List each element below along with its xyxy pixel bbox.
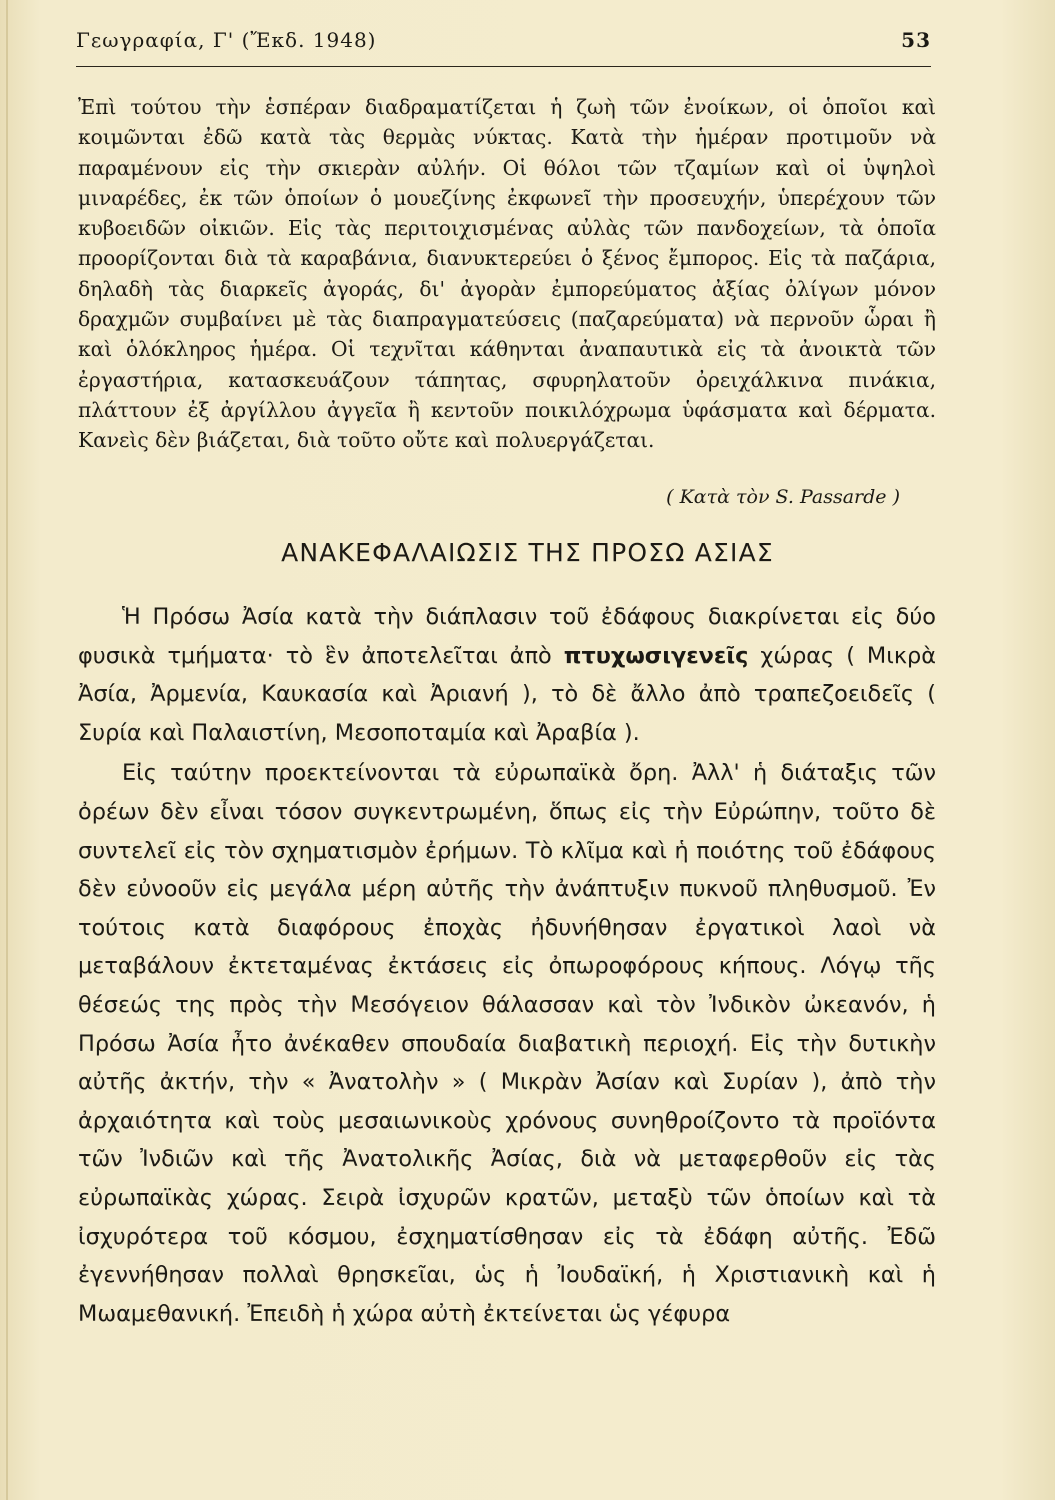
quoted-passage — [78, 92, 936, 456]
passage-paragraph: Ἐπὶ τούτου τὴν ἑσπέραν διαδραματίζεται ἡ ζωὴ τῶν ἐνοίκων, οἱ ὁποῖοι καὶ κοιμῶνται ἐδῶ κατὰ τὰς θερμὰς νύκτας. Κατὰ τὴν ἡμέραν προτιμοῦν νὰ παραμένουν εἰς τὴν σκιερὰν αὐλήν. Οἱ θόλοι τῶν τζαμίων καὶ οἱ ὑψηλοὶ μιναρέδες, ἐκ τῶν ὁποίων ὁ μουεζίνης ἐκφωνεῖ τὴν προσευχήν, ὑπερέχουν τῶν κυβοειδῶν οἰκιῶν. Εἰς τὰς περιτοιχισμένας αὐλὰς τῶν πανδοχείων, τὰ ὁποῖα προορίζονται διὰ τὰ καραβάνια, διανυκτερεύει ὁ ξένος ἔμπορος. Εἰς τὰ παζάρια, δηλαδὴ τὰς διαρκεῖς ἀγοράς, δι' ἀγορὰν ἐμπορεύματος ἀξίας ὀλίγων μόνον δραχμῶν συμβαίνει μὲ τὰς διαπραγματεύσεις (παζαρεύματα) νὰ περνοῦν ὧραι ἢ καὶ ὁλόκληρος ἡμέρα. Οἱ τεχνῖται κάθηνται ἀναπαυτικὰ εἰς τὰ ἀνοικτὰ τῶν ἐργαστήρια, κατασκευάζουν τάπητας, σφυρηλατοῦν ὀρειχάλκινα πινάκια, πλάττουν ἐξ ἀργίλλου ἀγγεῖα ἢ κεντοῦν ποικιλόχρωμα ὑφάσματα καὶ δέρματα. Κανεὶς δὲν βιάζεται, διὰ τοῦτο οὔτε καὶ πολυεργάζεται. — [78, 95, 936, 453]
section-heading: ΑΝΑΚΕΦΑΛΑΙΩΣΙΣ ΤΗΣ ΠΡΟΣΩ ΑΣΙΑΣ — [281, 538, 774, 567]
page-edge — [6, 0, 8, 1500]
summary-text — [78, 598, 936, 1333]
page-number: 53 — [901, 28, 931, 52]
p1-bold-term: πτυχωσιγενεῖς — [563, 642, 749, 669]
p1-text-start: Ἡ Πρόσω Ἀσία κατὰ τὴν διάπλασιν τοῦ ἐδάφους διακρίνεται εἰς δύο φυσικὰ τμήματα· τὸ ἓν ἀποτελεῖται ἀπὸ — [78, 604, 936, 669]
summary-paragraph-2: Εἰς ταύτην προεκτείνονται τὰ εὐρωπαϊκὰ ὄρη. Ἀλλ' ἡ διάταξις τῶν ὀρέων δὲν εἶναι τόσον συγκεντρωμένη, ὅπως εἰς τὴν Εὐρώπην, τοῦτο δὲ συντελεῖ εἰς τὸν σχηματισμὸν ἐρήμων. Τὸ κλῖμα καὶ ἡ ποιότης τοῦ ἐδάφους δὲν εὐνοοῦν εἰς μεγάλα μέρη αὐτῆς τὴν ἀνάπτυξιν πυκνοῦ πληθυσμοῦ. Ἐν τούτοις κατὰ διαφόρους ἐποχὰς ἠδυνήθησαν ἐργατικοὶ λαοὶ νὰ μεταβάλουν ἐκτεταμένας ἐκτάσεις εἰς ὀπωροφόρους κήπους. Λόγῳ τῆς θέσεώς της πρὸς τὴν Μεσόγειον θάλασσαν καὶ τὸν Ἰνδικὸν ὠκεανόν, ἡ Πρόσω Ἀσία ἦτο ἀνέκαθεν σπουδαία διαβατικὴ περιοχή. Εἰς τὴν δυτικὴν αὐτῆς ἀκτήν, τὴν « Ἀνατολὴν » ( Μικρὰν Ἀσίαν καὶ Συρίαν ), ἀπὸ τὴν ἀρχαιότητα καὶ τοὺς μεσαιωνικοὺς χρόνους συνηθροίζοντο τὰ προϊόντα τῶν Ἰνδιῶν καὶ τῆς Ἀνατολικῆς Ἀσίας, διὰ νὰ μεταφερθοῦν εἰς τὰς εὐρωπαϊκὰς χώρας. Σειρὰ ἰσχυρῶν κρατῶν, μεταξὺ τῶν ὁποίων καὶ τὰ ἰσχυρότερα τοῦ κόσμου, ἐσχηματίσθησαν εἰς τὰ ἐδάφη αὐτῆς. Ἐδῶ ἐγεννήθησαν πολλαὶ θρησκεῖαι, ὡς ἡ Ἰουδαϊκή, ἡ Χριστιανικὴ καὶ ἡ Μωαμεθανική. Ἐπειδὴ ἡ χώρα αὐτὴ ἐκτείνεται ὡς γέφυρα — [78, 760, 936, 1327]
summary-paragraph-1 — [78, 598, 936, 752]
header-divider — [76, 66, 931, 67]
running-header — [76, 28, 931, 58]
running-title: Γεωγραφία, Γ' (Ἔκδ. 1948) — [76, 28, 377, 52]
p1-text-end: χώρας ( Μικρὰ Ἀσία, Ἀρμενία, Καυκασία καὶ Ἀριανή ), τὸ δὲ ἄλλο ἀπὸ τραπεζοειδεῖς ( Συρία καὶ Παλαιστίνη, Μεσοποταμία καὶ Ἀραβία ). — [78, 642, 937, 746]
passage-attribution: ( Κατὰ τὸν S. Passarde ) — [666, 486, 900, 508]
